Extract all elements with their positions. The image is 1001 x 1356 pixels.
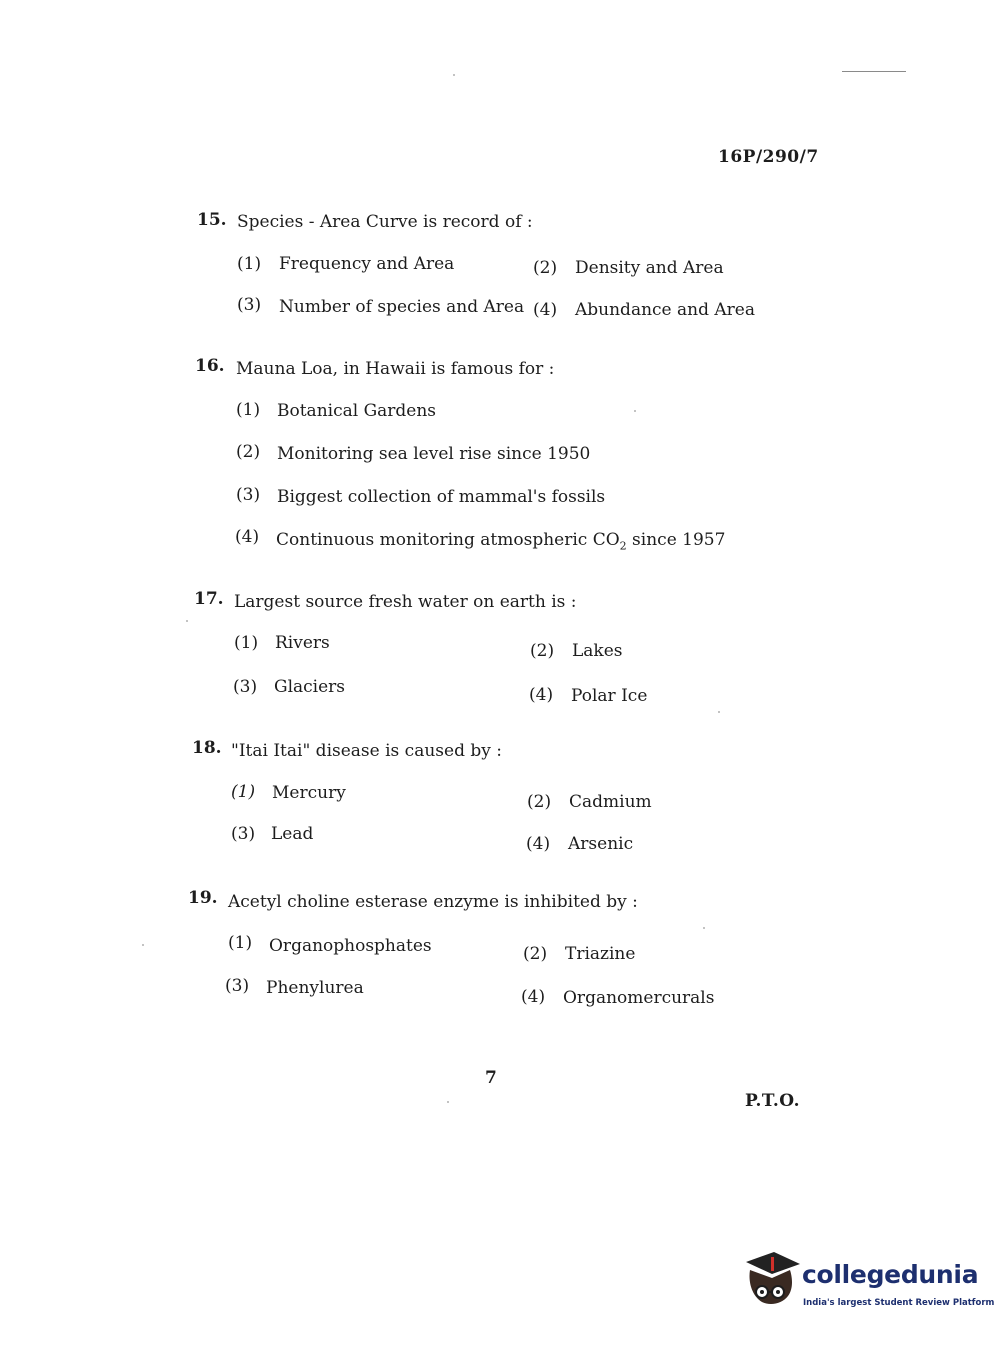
option-text: Continuous monitoring atmospheric $CO_2$ since 1957	[276, 530, 726, 553]
option-text: Biggest collection of mammal's fossils	[277, 487, 606, 507]
question-text: Largest source fresh water on earth is :	[234, 592, 577, 612]
option-number: (3)	[225, 976, 250, 996]
question-number: 16.	[195, 356, 225, 376]
option-text: Organomercurals	[563, 988, 715, 1008]
option-number: (4)	[526, 834, 551, 854]
option-text: Monitoring sea level rise since 1950	[277, 444, 591, 464]
option-text: Density and Area	[575, 258, 724, 278]
collegedunia-watermark	[740, 1248, 995, 1318]
option-text: Glaciers	[274, 677, 346, 697]
option-number: (2)	[523, 944, 548, 964]
option-number: (3)	[237, 295, 262, 315]
question-number: 18.	[192, 738, 222, 758]
scan-speck	[447, 1101, 449, 1103]
option-text: Polar Ice	[571, 686, 648, 706]
question-text: Species - Area Curve is record of :	[237, 212, 533, 232]
question-text: "Itai Itai" disease is caused by :	[231, 741, 502, 761]
option-number: (2)	[533, 258, 558, 278]
scan-speck	[186, 620, 188, 622]
option-text: Mercury	[272, 783, 346, 803]
question-text: Acetyl choline esterase enzyme is inhibited by :	[228, 892, 638, 912]
option-text: Botanical Gardens	[277, 401, 437, 421]
option-text: Cadmium	[569, 792, 652, 812]
question-number: 19.	[188, 888, 218, 908]
scan-speck	[634, 410, 636, 412]
scan-speck	[703, 927, 705, 929]
option-number: (1)	[228, 933, 253, 953]
option-text: Organophosphates	[269, 936, 432, 956]
option-text: Abundance and Area	[575, 300, 755, 320]
brand-name: collegedunia	[802, 1260, 979, 1289]
question-text: Mauna Loa, in Hawaii is famous for :	[236, 359, 555, 379]
option-number: (1)	[236, 400, 261, 420]
option-number: (2)	[527, 792, 552, 812]
scan-speck	[142, 944, 144, 946]
option-number: (3)	[231, 824, 256, 844]
option-number: (4)	[521, 987, 546, 1007]
option-number: (1)	[237, 254, 262, 274]
question-number: 15.	[197, 210, 227, 230]
option-text: Triazine	[565, 944, 636, 964]
option-number: (1)	[234, 633, 259, 653]
paper-code: 16P/290/7	[718, 147, 819, 167]
option-number: (4)	[235, 527, 260, 547]
option-number: (2)	[530, 641, 555, 661]
option-text: Rivers	[275, 633, 330, 653]
logo-mascot-icon	[740, 1248, 802, 1310]
top-rule	[842, 71, 906, 72]
option-number: (3)	[236, 485, 261, 505]
option-number: (3)	[233, 677, 258, 697]
option-number: (4)	[529, 685, 554, 705]
option-text: Arsenic	[568, 834, 634, 854]
option-text: Frequency and Area	[279, 254, 455, 274]
option-text: Phenylurea	[266, 978, 364, 998]
option-text: Lakes	[572, 641, 623, 661]
option-number: (1)	[231, 782, 256, 802]
brand-tagline: India's largest Student Review Platform	[803, 1298, 995, 1308]
option-text: Lead	[271, 824, 314, 844]
scan-speck	[453, 74, 455, 76]
option-number: (4)	[533, 300, 558, 320]
option-text: Number of species and Area	[279, 297, 525, 317]
page-number: 7	[485, 1068, 497, 1088]
question-number: 17.	[194, 589, 224, 609]
pto-label: P.T.O.	[745, 1091, 800, 1111]
scan-speck	[718, 711, 720, 713]
option-number: (2)	[236, 442, 261, 462]
